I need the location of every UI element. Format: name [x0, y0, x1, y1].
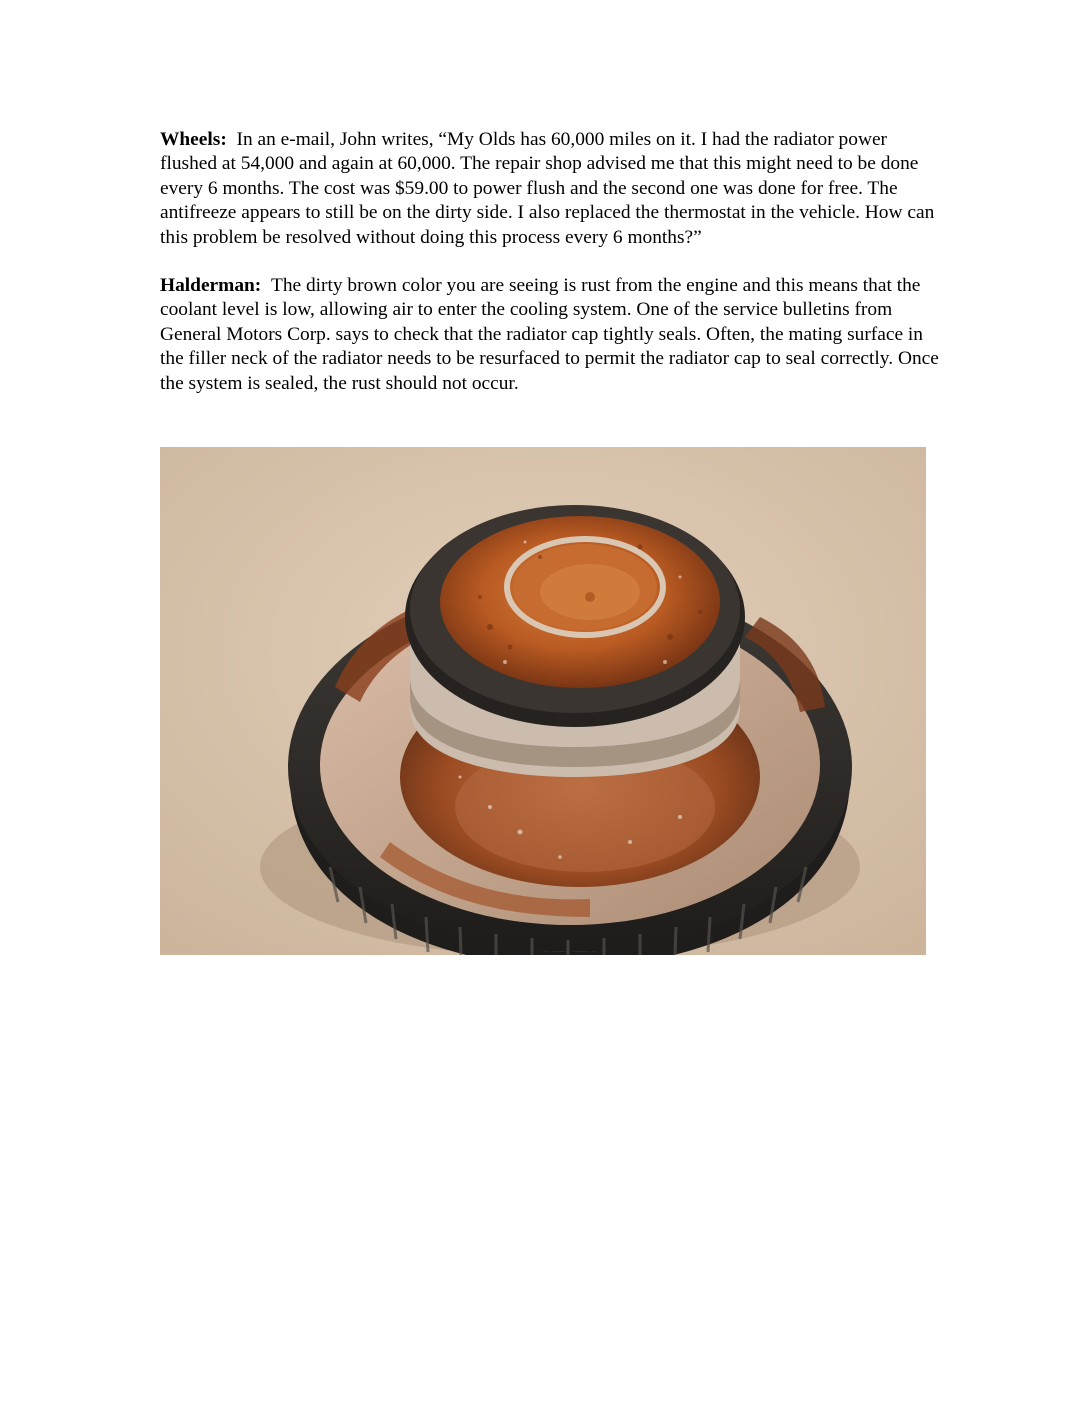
- radiator-cap-photo: [160, 447, 926, 955]
- paragraph-text: In an e-mail, John writes, “My Olds has 60,000 miles on it. I had the radiator power flushed at 54,000 and again at 60,000. The repair shop advised me that this might need to be done every 6 months. The cost was $59.00 to power flush and the second one was done for free. The antifreeze appears to still be on the dirty side. I also replaced the thermostat in the vehicle. How can this problem be resolved without doing this process every 6 months?”: [160, 129, 935, 248]
- paragraph-text: The dirty brown color you are seeing is rust from the engine and this means that the coolant level is low, allowing air to enter the cooling system. One of the service bulletins from General Motors Corp. says to check that the radiator cap tightly seals. Often, the mating surface in the filler neck of the radiator needs to be resurfaced to permit the radiator cap to seal correctly. Once the system is sealed, the rust should not occur.: [160, 275, 939, 394]
- document-body: [160, 128, 940, 396]
- radiator-cap-image: [160, 447, 926, 955]
- speaker-label: Wheels:: [160, 129, 227, 150]
- paragraph-wheels: [160, 128, 940, 250]
- speaker-label: Halderman:: [160, 275, 262, 297]
- paragraph-halderman: [160, 274, 940, 396]
